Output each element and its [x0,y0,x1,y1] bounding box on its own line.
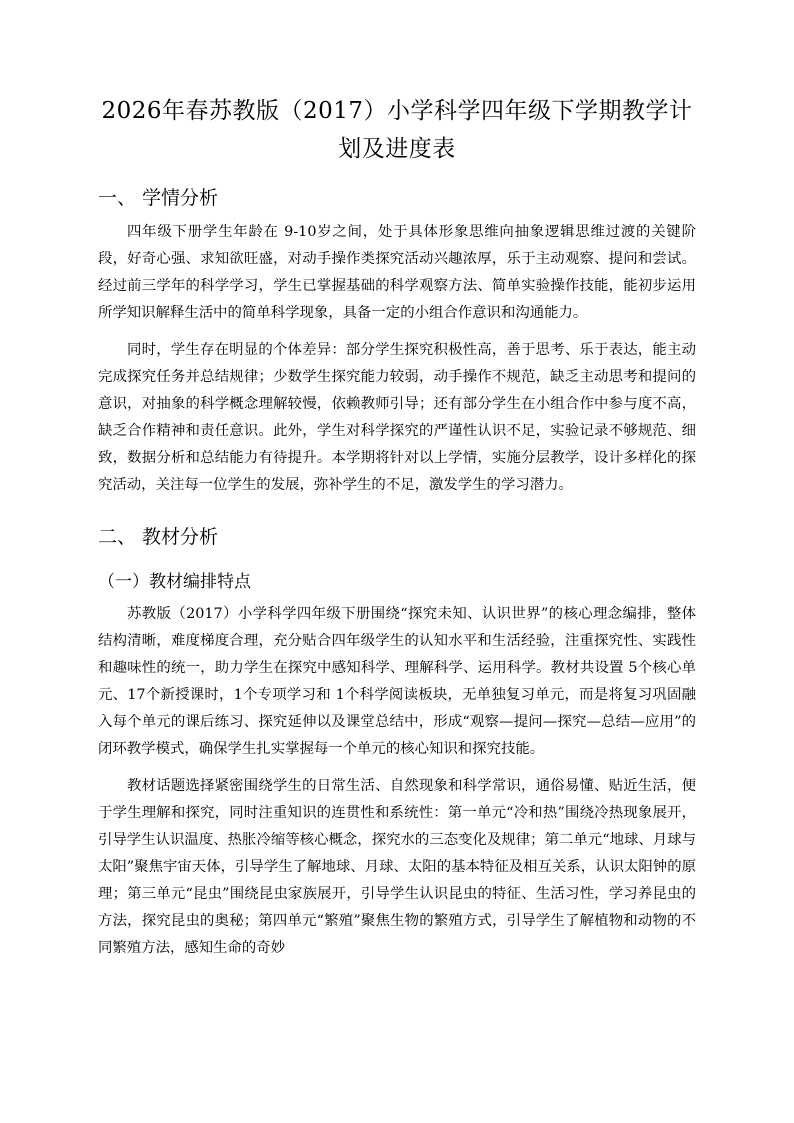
section-heading-learner-analysis: 一、 学情分析 [98,187,219,209]
paragraph-learner-analysis-2: 同时，学生存在明显的个体差异：部分学生探究积极性高，善于思考、乐于表达，能主动完成探究任务并总结规律；少数学生探究能力较弱，动手操作不规范，缺乏主动思考和提问的意识，对抽象的科学概念理解较慢，依赖教师引导；还有部分学生在小组合作中参与度不高，缺乏合作精神和责任意识。此外，学生对科学探究的严谨性认识不足，实验记录不够规范、细致，数据分析和总结能力有待提升。本学期将针对以上学情，实施分层教学，设计多样化的探究活动，关注每一位学生的发展，弥补学生的不足，激发学生的学习潜力。 [98,342,696,493]
paragraph-textbook-layout-2: 教材话题选择紧密围绕学生的日常生活、自然现象和科学常识，通俗易懂、贴近生活，便于学生理解和探究，同时注重知识的连贯性和系统性：第一单元“冷和热”围绕冷热现象展开，引导学生认识温度、热胀冷缩等核心概念，探究水的三态变化及规律；第二单元“地球、月球与太阳”聚焦宇宙天体，引导学生了解地球、月球、太阳的基本特征及相互关系，认识太阳钟的原理；第三单元“昆虫”围绕昆虫家族展开，引导学生认识昆虫的特征、生活习性，学习养昆虫的方法，探究昆虫的奥秘；第四单元“繁殖”聚焦生物的繁殖方式，引导学生了解植物和动物的不同繁殖方法，感知生命的奇妙 [98,778,696,956]
document-title [98,92,696,168]
paragraph-learner-analysis-1: 四年级下册学生年龄在 9-10岁之间，处于具体形象思维向抽象逻辑思维过渡的关键阶段，好奇心强、求知欲旺盛，对动手操作类探究活动兴趣浓厚，乐于主动观察、提问和尝试。经过前三学年的科学学习，学生已掌握基础的科学观察方法、简单实验操作技能，能初步运用所学知识解释生活中的简单科学现象，具备一定的小组合作意识和沟通能力。 [98,224,696,321]
subsection-heading-textbook-layout: （一）教材编排特点 [98,572,251,592]
document-title-line-1: 2026年春苏教版（2017）小学科学四年级下学期教学计 [101,98,693,124]
paragraph-textbook-layout-1: 苏教版（2017）小学科学四年级下册围绕“探究未知、认识世界”的核心理念编排，整体结构清晰，难度梯度合理，充分贴合四年级学生的认知水平和生活经验，注重探究性、实践性和趣味性的统一，助力学生在探究中感知科学、理解科学、运用科学。教材共设置 5个核心单元、17个新授课时，1个专项学习和 1个科学阅读板块，无单独复习单元，而是将复习巩固融入每个单元的课后练习、探究延伸以及课堂总结中，形成“观察—提问—探究—总结—应用”的闭环教学模式，确保学生扎实掌握每一个单元的核心知识和探究技能。 [98,606,696,757]
section-heading-textbook-analysis: 二、 教材分析 [98,526,219,548]
document-title-line-2: 划及进度表 [338,136,456,162]
